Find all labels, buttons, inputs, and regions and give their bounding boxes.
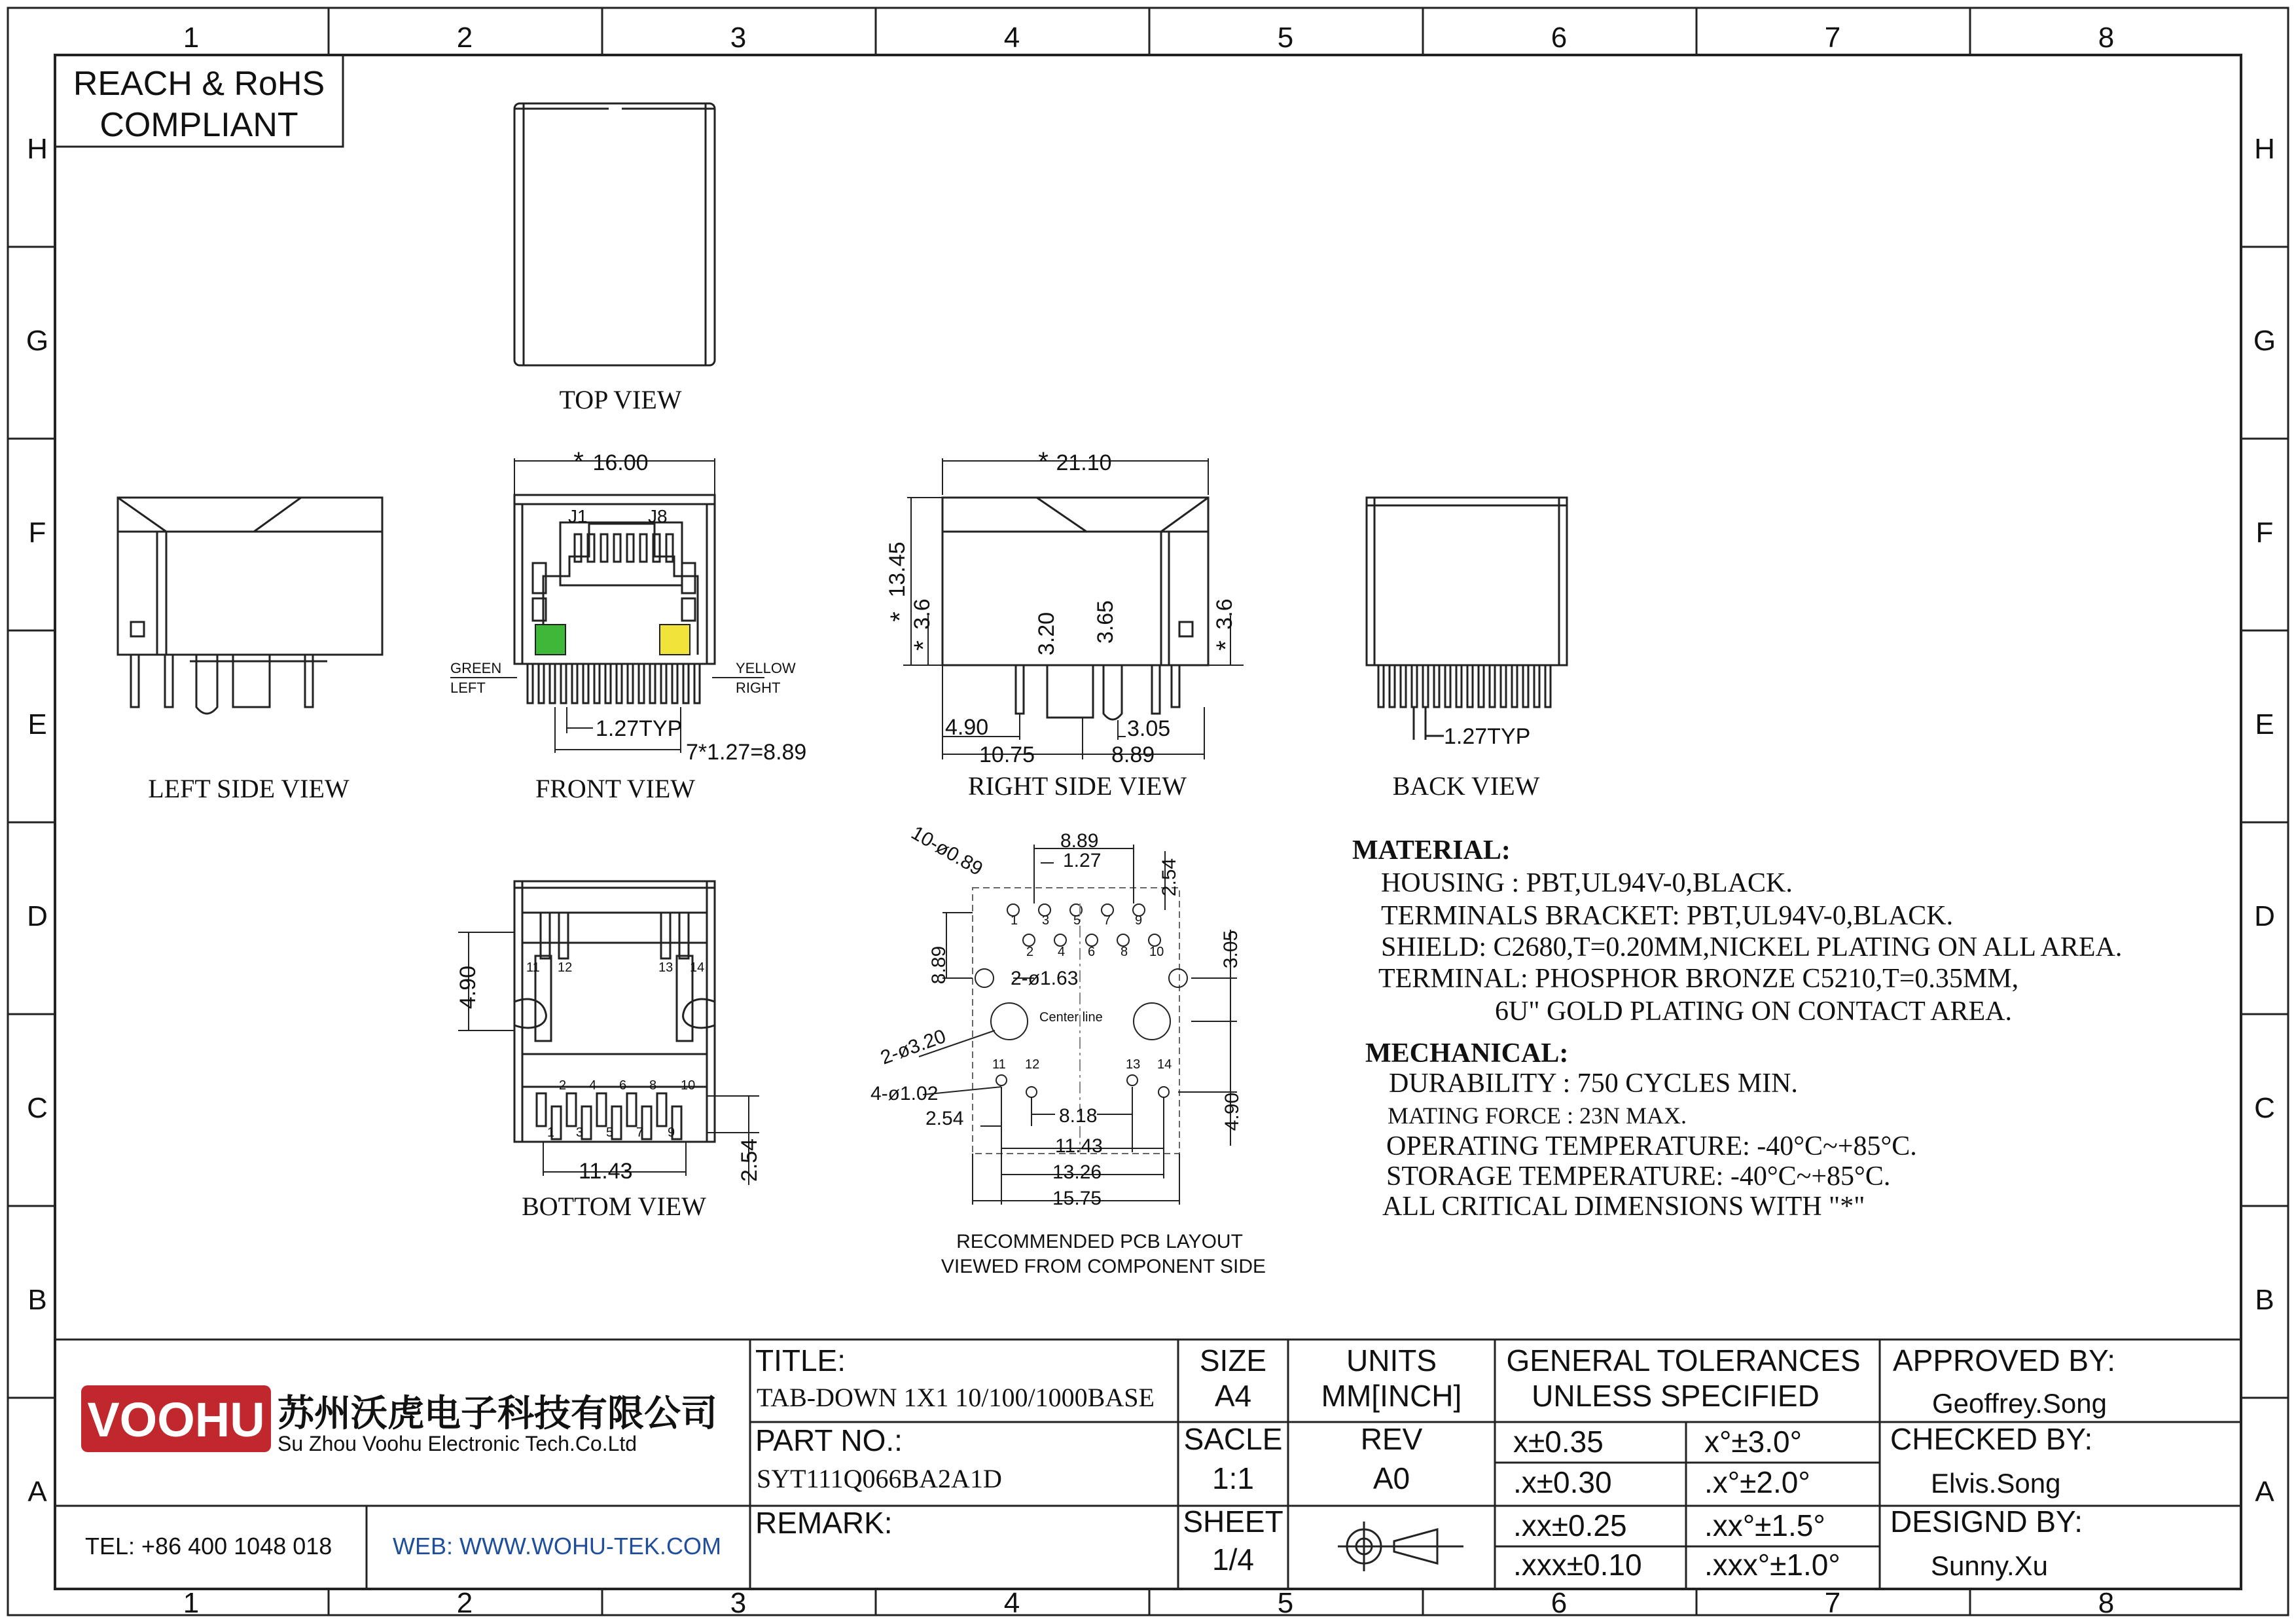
tolerance-linear-3: .xx±0.25 — [1513, 1508, 1627, 1542]
tolerance-linear-4: .xxx±0.10 — [1513, 1548, 1642, 1582]
front-width-star: * — [573, 447, 584, 476]
material-line-3: SHIELD: C2680,T=0.20MM,NICKEL PLATING ON ALL AREA. — [1381, 932, 2123, 962]
tolerance-angular-4: .xxx°±1.0° — [1704, 1548, 1840, 1582]
col-label-bottom-2: 2 — [456, 1587, 473, 1619]
pcb-holes2b: 2-ø3.20 — [878, 1025, 949, 1069]
left-side-view-label: LEFT SIDE VIEW — [148, 774, 350, 803]
pcb-d1143: 11.43 — [1055, 1135, 1103, 1157]
front-pin — [639, 664, 644, 703]
company-name-en: Su Zhou Voohu Electronic Tech.Co.Ltd — [278, 1432, 637, 1455]
pcb-hole-ø3.20-right — [1134, 1003, 1170, 1040]
checked-value: Elvis.Song — [1931, 1468, 2061, 1499]
pcb-hole-ø1.63-left — [975, 969, 994, 987]
front-contact — [627, 534, 634, 562]
column-labels — [183, 22, 2114, 1619]
back-pin — [1401, 665, 1406, 707]
col-label-top-6: 6 — [1551, 22, 1568, 54]
bottom-signal-pin — [627, 1093, 636, 1126]
part-label: PART NO.: — [755, 1423, 903, 1457]
pcb-hole-13 — [1127, 1075, 1138, 1085]
pcb-pin-5: 5 — [1073, 913, 1081, 928]
bottom-d1143: 11.43 — [579, 1159, 633, 1184]
mechanical-line-5: ALL CRITICAL DIMENSIONS WITH "*" — [1382, 1192, 1865, 1222]
front-pin — [672, 664, 677, 703]
front-contact — [614, 534, 620, 562]
row-labels — [26, 133, 2276, 1508]
back-pin — [1423, 665, 1428, 707]
back-pin — [1378, 665, 1384, 707]
compliance-line1: REACH & RoHS — [73, 65, 325, 103]
front-pin — [683, 664, 689, 703]
right-d490: 4.90 — [945, 715, 989, 740]
projection-symbol-icon — [1338, 1522, 1463, 1571]
material-line-5: 6U" GOLD PLATING ON CONTACT AREA. — [1495, 996, 2013, 1027]
material-heading: MATERIAL: — [1352, 835, 1511, 866]
row-label-right-D: D — [2254, 900, 2275, 932]
part-value: SYT111Q066BA2A1D — [757, 1464, 1002, 1493]
pcb-p14: 14 — [1157, 1057, 1172, 1072]
front-pin — [528, 664, 533, 703]
front-pin — [650, 664, 655, 703]
rev-value: A0 — [1372, 1461, 1410, 1495]
pcb-d1326: 13.26 — [1052, 1161, 1102, 1183]
pcb-pin-3: 3 — [1042, 913, 1050, 928]
row-label-left-G: G — [26, 325, 49, 357]
company-tel: TEL: +86 400 1048 018 — [85, 1533, 332, 1559]
pcb-caption-line2: VIEWED FROM COMPONENT SIDE — [941, 1256, 1266, 1277]
mechanical-line-4: STORAGE TEMPERATURE: -40°C~+85°C. — [1386, 1161, 1891, 1192]
approved-value: Geoffrey.Song — [1932, 1388, 2107, 1419]
row-label-right-H: H — [2254, 133, 2275, 165]
led-right-yellow — [660, 625, 690, 655]
bottom-pin-11: 11 — [526, 960, 540, 975]
front-pitch-dim: 1.27TYP — [596, 716, 683, 741]
front-pin — [572, 664, 577, 703]
col-label-bottom-5: 5 — [1277, 1587, 1294, 1619]
pcb-pin-10: 10 — [1149, 945, 1164, 959]
tolerance-linear-1: x±0.35 — [1513, 1425, 1604, 1459]
bottom-pin-8: 8 — [649, 1078, 657, 1093]
led-left-green — [535, 625, 565, 655]
right-d365: 3.65 — [1093, 600, 1118, 644]
pcb-d254: 2.54 — [1158, 858, 1180, 897]
designed-value: Sunny.Xu — [1931, 1550, 2049, 1581]
bottom-view — [514, 881, 715, 1142]
left-side-view — [118, 498, 382, 714]
right-d889: 8.89 — [1111, 742, 1155, 767]
pcb-caption-line1: RECOMMENDED PCB LAYOUT — [956, 1231, 1243, 1252]
front-width-dim: 16.00 — [592, 450, 649, 475]
sheet-label: SHEET — [1183, 1504, 1283, 1539]
top-view — [514, 103, 715, 365]
front-left-led-line2: LEFT — [450, 680, 486, 696]
compliance-line2: COMPLIANT — [99, 106, 298, 144]
pcb-pin-6: 6 — [1088, 945, 1096, 959]
tolerance-linear-2: .x±0.30 — [1513, 1465, 1612, 1499]
pcb-holes2a: 2-ø1.63 — [1011, 968, 1079, 989]
tolerance-angular-2: .x°±2.0° — [1704, 1465, 1810, 1499]
title-label: TITLE: — [755, 1343, 846, 1377]
sheet-value: 1/4 — [1212, 1542, 1254, 1577]
pcb-d1575: 15.75 — [1052, 1188, 1102, 1209]
bottom-pin-12: 12 — [558, 960, 573, 975]
front-pin — [694, 664, 700, 703]
pcb-pin-4: 4 — [1058, 945, 1066, 959]
col-label-bottom-8: 8 — [2098, 1587, 2115, 1619]
back-pin — [1534, 665, 1539, 707]
bottom-signal-pin — [537, 1093, 546, 1126]
remark-label: REMARK: — [755, 1506, 893, 1540]
tolerance-heading-1: GENERAL TOLERANCES — [1506, 1343, 1861, 1377]
company-web: WEB: WWW.WOHU-TEK.COM — [393, 1533, 721, 1559]
front-contact — [575, 534, 581, 562]
col-label-bottom-6: 6 — [1551, 1587, 1568, 1619]
col-label-top-7: 7 — [1824, 22, 1841, 54]
top-view-label: TOP VIEW — [559, 385, 682, 414]
material-line-4: TERMINAL: PHOSPHOR BRONZE C5210,T=0.35MM, — [1378, 964, 2019, 994]
front-left-led-line1: GREEN — [450, 660, 502, 676]
row-label-right-B: B — [2255, 1284, 2274, 1316]
bottom-pin-13: 13 — [658, 960, 673, 975]
right-side-view — [942, 498, 1208, 720]
col-label-top-4: 4 — [1003, 22, 1020, 54]
pcb-hole-ø3.20-left — [991, 1003, 1028, 1040]
back-pin — [1390, 665, 1395, 707]
front-j8: J8 — [648, 506, 668, 526]
logo-text: VOOHU — [87, 1393, 265, 1447]
mechanical-line-1: DURABILITY : 750 CYCLES MIN. — [1389, 1068, 1798, 1099]
right-d1075: 10.75 — [979, 742, 1035, 767]
scale-value: 1:1 — [1212, 1461, 1254, 1495]
back-pin — [1467, 665, 1473, 707]
pcb-center-line: Center line — [1039, 1010, 1103, 1025]
row-label-left-F: F — [28, 517, 46, 549]
front-j1: J1 — [568, 506, 588, 526]
back-pin — [1501, 665, 1506, 707]
size-value: A4 — [1214, 1379, 1252, 1413]
right-side-dims — [903, 458, 1244, 759]
right-d320: 3.20 — [1034, 611, 1059, 656]
bottom-pin-14: 14 — [690, 960, 705, 975]
front-contact — [653, 534, 660, 562]
bottom-pin-4: 4 — [589, 1078, 597, 1093]
right-d305: 3.05 — [1127, 716, 1171, 741]
front-view — [514, 495, 715, 703]
bottom-pin-9: 9 — [668, 1125, 675, 1140]
col-label-top-5: 5 — [1277, 22, 1294, 54]
tolerance-heading-2: UNLESS SPECIFIED — [1532, 1379, 1820, 1413]
pcb-pin-2: 2 — [1026, 945, 1034, 959]
col-label-bottom-7: 7 — [1824, 1587, 1841, 1619]
row-label-right-A: A — [2255, 1476, 2274, 1508]
row-label-left-B: B — [27, 1284, 47, 1316]
bottom-signal-pin — [567, 1093, 576, 1126]
back-pin — [1445, 665, 1450, 707]
pcb-holes4: 4-ø1.02 — [870, 1083, 939, 1104]
pcb-hole-11 — [996, 1075, 1007, 1085]
material-notes — [1352, 835, 2122, 1222]
row-label-right-G: G — [2253, 325, 2276, 357]
row-label-left-A: A — [27, 1476, 47, 1508]
front-contact — [588, 534, 594, 562]
title-value: TAB-DOWN 1X1 10/100/1000BASE — [757, 1383, 1155, 1412]
approved-label: APPROVED BY: — [1893, 1343, 2116, 1377]
bottom-pin-3: 3 — [576, 1125, 584, 1140]
bottom-pin-7: 7 — [636, 1125, 644, 1140]
pcb-d889v: 8.89 — [928, 945, 950, 985]
back-view — [1367, 498, 1567, 740]
bottom-pin-6: 6 — [619, 1078, 627, 1093]
row-label-left-D: D — [27, 900, 48, 932]
units-value: MM[INCH] — [1321, 1379, 1462, 1413]
mechanical-line-2: MATING FORCE : 23N MAX. — [1388, 1103, 1687, 1129]
front-right-led-line2: RIGHT — [736, 680, 781, 696]
pcb-d305: 3.05 — [1220, 930, 1242, 969]
pcb-holes10: 10-ø0.89 — [907, 822, 986, 881]
back-pin — [1479, 665, 1484, 707]
right-width-star: * — [1038, 447, 1049, 476]
front-contact — [601, 534, 607, 562]
right-left-36-star: * — [909, 640, 938, 651]
rev-label: REV — [1360, 1422, 1423, 1456]
col-label-top-3: 3 — [730, 22, 747, 54]
mechanical-line-3: OPERATING TEMPERATURE: -40°C~+85°C. — [1386, 1131, 1917, 1161]
material-line-2: TERMINALS BRACKET: PBT,UL94V-0,BLACK. — [1381, 901, 1954, 931]
bottom-signal-pin — [597, 1093, 606, 1126]
row-label-right-F: F — [2255, 517, 2274, 549]
front-span-dim: 7*1.27=8.89 — [686, 740, 807, 765]
front-pin — [617, 664, 622, 703]
front-dims — [450, 458, 764, 753]
size-label: SIZE — [1199, 1343, 1267, 1377]
front-contact — [666, 534, 673, 562]
pcb-d127: 1.27 — [1063, 850, 1102, 871]
mechanical-heading: MECHANICAL: — [1365, 1038, 1569, 1068]
front-pin — [661, 664, 666, 703]
front-pin — [561, 664, 566, 703]
compliance-box — [55, 55, 343, 147]
pcb-pin-8: 8 — [1121, 945, 1128, 959]
right-side-view-label: RIGHT SIDE VIEW — [967, 771, 1187, 801]
front-pin — [628, 664, 633, 703]
right-left-36: 3.6 — [910, 598, 935, 630]
pcb-d254b: 2.54 — [925, 1108, 964, 1129]
col-label-bottom-4: 4 — [1003, 1587, 1020, 1619]
front-pin — [605, 664, 611, 703]
material-line-1: HOUSING : PBT,UL94V-0,BLACK. — [1381, 868, 1793, 898]
back-view-label: BACK VIEW — [1392, 771, 1540, 801]
front-contact — [640, 534, 647, 562]
col-label-bottom-3: 3 — [730, 1587, 747, 1619]
back-pin — [1523, 665, 1528, 707]
right-right-36-star: * — [1211, 640, 1240, 651]
scale-label: SACLE — [1183, 1422, 1283, 1456]
col-label-bottom-1: 1 — [183, 1587, 200, 1619]
pcb-pin-1: 1 — [1011, 913, 1018, 928]
company-logo — [81, 1385, 271, 1452]
pcb-p13: 13 — [1126, 1057, 1141, 1072]
bottom-pin-2: 2 — [559, 1078, 567, 1093]
row-label-right-E: E — [2255, 708, 2274, 740]
front-view-label: FRONT VIEW — [535, 774, 696, 803]
back-pins — [1378, 665, 1551, 707]
col-label-top-1: 1 — [183, 22, 200, 54]
front-pin — [539, 664, 544, 703]
pcb-hole-ø1.63-right — [1169, 969, 1187, 987]
right-height-star: * — [886, 611, 914, 622]
right-right-36: 3.6 — [1212, 598, 1237, 630]
company-name-cn: 苏州沃虎电子科技有限公司 — [278, 1393, 717, 1434]
row-label-left-C: C — [27, 1092, 48, 1124]
bottom-pin-10: 10 — [681, 1078, 696, 1093]
front-pin — [594, 664, 600, 703]
col-label-top-8: 8 — [2098, 22, 2115, 54]
pcb-p12: 12 — [1025, 1057, 1040, 1072]
back-pin — [1545, 665, 1551, 707]
pcb-pin-7: 7 — [1103, 913, 1111, 928]
right-height-dim: 13.45 — [885, 541, 910, 598]
front-right-led-line1: YELLOW — [736, 660, 796, 676]
back-pin — [1490, 665, 1495, 707]
checked-label: CHECKED BY: — [1890, 1422, 2093, 1456]
back-pin — [1456, 665, 1462, 707]
pcb-d490: 4.90 — [1221, 1092, 1243, 1131]
front-pins — [528, 664, 700, 703]
back-pin — [1412, 665, 1417, 707]
pcb-p11: 11 — [992, 1057, 1006, 1072]
row-label-left-E: E — [27, 708, 47, 740]
bottom-d254: 2.54 — [737, 1138, 762, 1182]
row-label-right-C: C — [2254, 1092, 2275, 1124]
units-label: UNITS — [1346, 1343, 1437, 1377]
back-pin — [1512, 665, 1517, 707]
bottom-view-label: BOTTOM VIEW — [522, 1192, 706, 1221]
bottom-pin-5: 5 — [606, 1125, 614, 1140]
front-pin — [583, 664, 588, 703]
col-label-top-2: 2 — [456, 22, 473, 54]
right-width-dim: 21.10 — [1056, 450, 1112, 475]
designed-label: DESIGND BY: — [1890, 1504, 2083, 1539]
back-pitch-dim: 1.27TYP — [1444, 724, 1531, 749]
row-label-left-H: H — [27, 133, 48, 165]
pcb-d818: 8.18 — [1059, 1105, 1098, 1127]
bottom-pin-1: 1 — [547, 1125, 555, 1140]
pcb-pin-9: 9 — [1135, 913, 1143, 928]
pcb-hole-12 — [1026, 1087, 1037, 1097]
pcb-d889: 8.89 — [1060, 830, 1099, 852]
tolerance-angular-3: .xx°±1.5° — [1704, 1508, 1825, 1542]
pcb-hole-14 — [1158, 1087, 1169, 1097]
back-pin — [1434, 665, 1439, 707]
bottom-d490: 4.90 — [456, 965, 480, 1010]
bottom-signal-pin — [657, 1093, 666, 1126]
front-pin — [550, 664, 555, 703]
tolerance-angular-1: x°±3.0° — [1704, 1425, 1802, 1459]
